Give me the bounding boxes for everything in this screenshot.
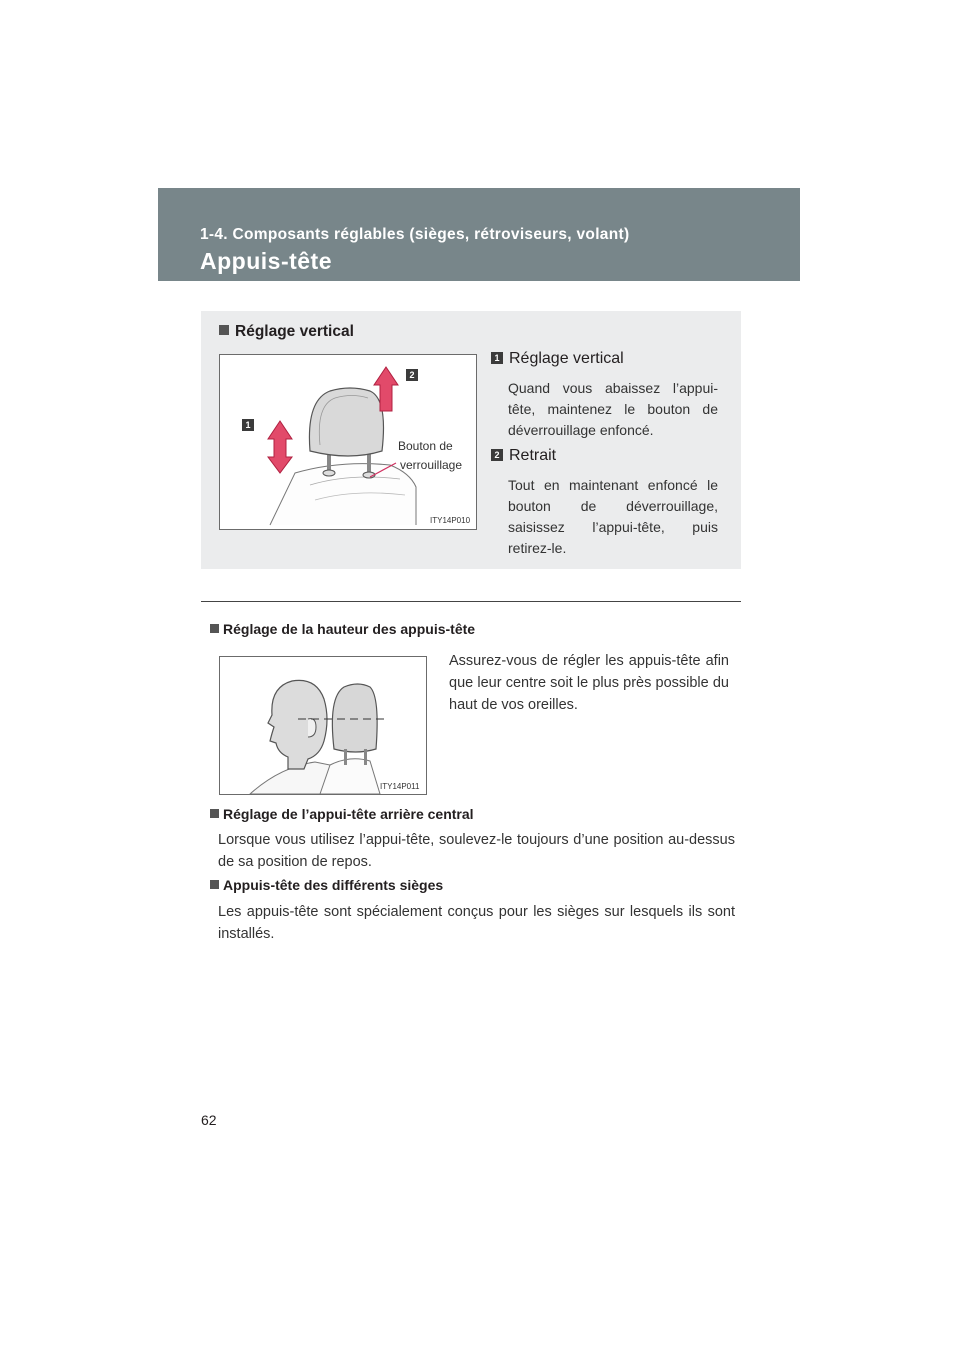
square-bullet-icon xyxy=(210,809,219,818)
section-title-height-text: Réglage de la hauteur des appuis-tête xyxy=(223,621,476,637)
head-position-illustration xyxy=(220,657,426,794)
section-title-center-rear-text: Réglage de l’appui-tête arrière central xyxy=(223,806,474,822)
page-header xyxy=(158,188,800,281)
panel-title-text: Réglage vertical xyxy=(235,323,354,340)
figure-badge-2: 2 xyxy=(406,369,418,381)
section-divider xyxy=(201,601,741,602)
item-badge-2: 2 xyxy=(491,449,503,461)
item-heading-2 xyxy=(491,447,556,465)
item-badge-1: 1 xyxy=(491,352,503,364)
item-heading-2-text: Retrait xyxy=(509,447,557,464)
chapter-title: 1-4. Composants réglables (sièges, rétroviseurs, volant) xyxy=(200,226,630,243)
section-title-different-seats xyxy=(210,877,443,893)
figure-code-2: ITY14P011 xyxy=(380,782,420,791)
head-position-figure xyxy=(219,656,427,795)
square-bullet-icon xyxy=(210,880,219,889)
section-title-different-seats-text: Appuis-tête des différents sièges xyxy=(223,877,444,893)
headrest-figure xyxy=(219,354,477,530)
section-text-height: Assurez-vous de régler les appuis-tête afin que leur centre soit le plus près possible du haut de vos oreilles. xyxy=(449,653,729,713)
figure-code: ITY14P010 xyxy=(430,516,471,525)
page-number: 62 xyxy=(201,1112,217,1128)
callout-line-2: verrouillage xyxy=(400,458,463,472)
square-bullet-icon xyxy=(210,624,219,633)
section-title-center-rear xyxy=(210,806,474,822)
item-heading-1 xyxy=(491,350,624,368)
section-title-height xyxy=(210,621,475,637)
release-button-callout xyxy=(398,437,462,475)
square-bullet-icon xyxy=(219,325,229,335)
section-text-different-seats: Les appuis-tête sont spécialement conçus pour les sièges sur lesquels ils sont installés. xyxy=(218,904,735,942)
item-heading-1-text: Réglage vertical xyxy=(509,350,624,367)
panel-title xyxy=(219,323,354,341)
callout-line-1: Bouton de xyxy=(398,439,453,453)
page-title: Appuis-tête xyxy=(200,248,332,274)
figure-badge-1: 1 xyxy=(242,419,254,431)
item-text-1: Quand vous abaissez l’appui-tête, maintenez le bouton de déverrouillage enfoncé. xyxy=(508,380,718,438)
item-text-2: Tout en maintenant enfoncé le bouton de déverrouillage, saisissez l’appui-tête, puis retirez-le. xyxy=(508,477,718,556)
section-text-center-rear: Lorsque vous utilisez l’appui-tête, soulevez-le toujours d’une position au-dessus de sa position de repos. xyxy=(218,832,735,870)
